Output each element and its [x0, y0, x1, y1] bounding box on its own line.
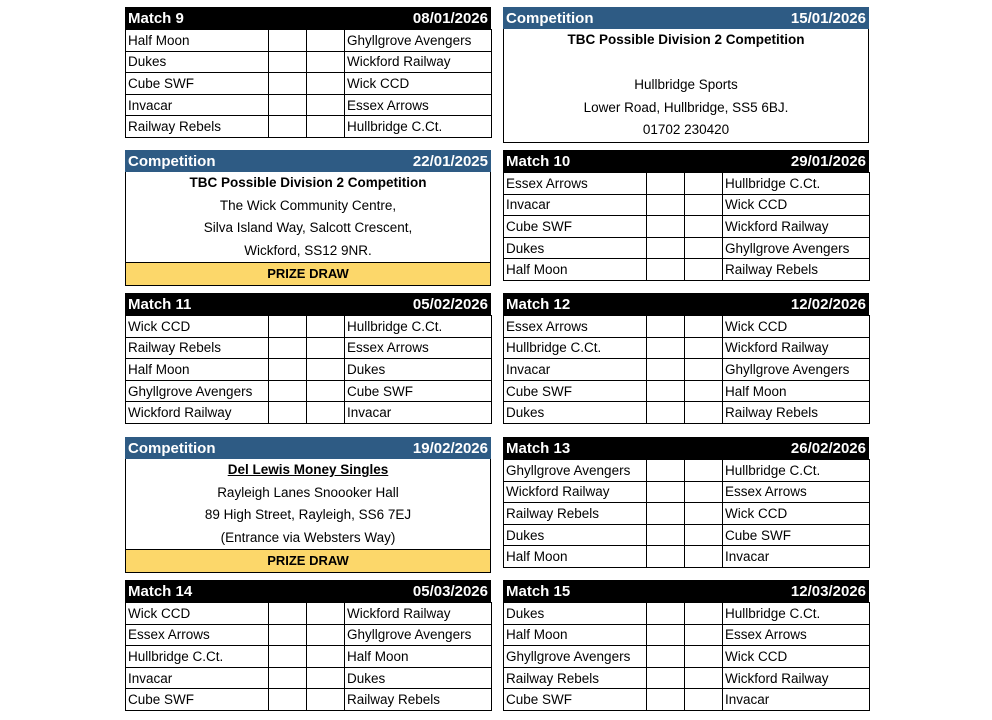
away-team: Ghyllgrove Avengers [723, 359, 870, 381]
fixture-row [126, 116, 492, 138]
home-team: Wick CCD [126, 603, 269, 625]
fixtures-table [503, 459, 870, 568]
match-date: 08/01/2026 [412, 9, 488, 27]
home-score-cell [647, 689, 685, 711]
home-team: Essex Arrows [504, 316, 647, 338]
away-team: Railway Rebels [723, 259, 870, 281]
away-score-cell [685, 316, 723, 338]
away-score-cell [685, 503, 723, 525]
match-date: 29/01/2026 [790, 152, 866, 170]
fixtures-table [503, 602, 870, 711]
away-score-cell [307, 624, 345, 646]
away-team: Wick CCD [345, 73, 492, 95]
away-team: Invacar [723, 546, 870, 568]
home-score-cell [269, 73, 307, 95]
match-11-card [125, 293, 491, 424]
away-team: Cube SWF [723, 524, 870, 546]
fixture-row [126, 667, 492, 689]
venue-town: Wickford, SS12 9NR. [244, 242, 372, 258]
fixture-row [504, 503, 870, 525]
away-team: Essex Arrows [345, 94, 492, 116]
home-score-cell [647, 460, 685, 482]
home-score-cell [647, 624, 685, 646]
away-team: Hullbridge C.Ct. [723, 460, 870, 482]
fixture-row [504, 259, 870, 281]
venue-name: The Wick Community Centre, [219, 197, 397, 213]
home-score-cell [647, 216, 685, 238]
home-score-cell [269, 380, 307, 402]
competition-info [125, 459, 491, 573]
home-score-cell [269, 51, 307, 73]
fixture-row [504, 316, 870, 338]
match-date: 12/03/2026 [790, 582, 866, 600]
away-team: Wickford Railway [723, 667, 870, 689]
away-score-cell [307, 30, 345, 52]
competition-title: Competition [128, 152, 216, 170]
competition-date: 15/01/2026 [790, 9, 866, 27]
competition-info [503, 29, 869, 143]
home-team: Half Moon [126, 30, 269, 52]
away-team: Wickford Railway [723, 337, 870, 359]
fixture-row [126, 30, 492, 52]
competition-title: Competition [128, 439, 216, 457]
away-score-cell [307, 646, 345, 668]
home-team: Essex Arrows [126, 624, 269, 646]
match-date: 26/02/2026 [790, 439, 866, 457]
fixture-row [126, 402, 492, 424]
home-score-cell [647, 546, 685, 568]
away-team: Wickford Railway [345, 603, 492, 625]
away-score-cell [685, 259, 723, 281]
home-team: Railway Rebels [126, 337, 269, 359]
away-team: Wick CCD [723, 503, 870, 525]
fixture-row [126, 337, 492, 359]
away-score-cell [307, 359, 345, 381]
away-team: Cube SWF [345, 380, 492, 402]
away-score-cell [307, 51, 345, 73]
home-team: Cube SWF [504, 216, 647, 238]
home-team: Dukes [504, 237, 647, 259]
match-title: Match 12 [506, 295, 571, 313]
away-score-cell [307, 116, 345, 138]
home-team: Ghyllgrove Avengers [504, 460, 647, 482]
competition-header [125, 437, 491, 459]
home-team: Dukes [504, 402, 647, 424]
competition-name: TBC Possible Division 2 Competition [189, 175, 427, 190]
fixtures-table [503, 315, 870, 424]
venue-street: Silva Island Way, Salcott Crescent, [203, 220, 413, 236]
home-score-cell [269, 337, 307, 359]
match-12-card [503, 293, 869, 424]
match-header [125, 7, 491, 29]
match-title: Match 10 [506, 152, 571, 170]
home-score-cell [269, 94, 307, 116]
away-team: Invacar [723, 689, 870, 711]
home-score-cell [647, 194, 685, 216]
match-date: 12/02/2026 [790, 295, 866, 313]
away-score-cell [685, 380, 723, 402]
fixture-row [126, 689, 492, 711]
venue-entrance: (Entrance via Websters Way) [220, 529, 396, 545]
home-score-cell [647, 259, 685, 281]
prize-draw-banner: PRIZE DRAW [126, 549, 490, 572]
venue-address: 89 High Street, Rayleigh, SS6 7EJ [204, 507, 412, 523]
match-title: Match 15 [506, 582, 571, 600]
fixture-row [126, 73, 492, 95]
away-score-cell [307, 73, 345, 95]
home-team: Invacar [126, 667, 269, 689]
match-date: 05/03/2026 [412, 582, 488, 600]
home-score-cell [647, 359, 685, 381]
venue-phone: 01702 230420 [642, 122, 730, 138]
away-score-cell [685, 237, 723, 259]
fixture-row [504, 402, 870, 424]
prize-draw-banner: PRIZE DRAW [126, 262, 490, 285]
home-team: Railway Rebels [126, 116, 269, 138]
away-score-cell [685, 481, 723, 503]
fixture-row [504, 194, 870, 216]
away-team: Wick CCD [723, 194, 870, 216]
match-10-card [503, 150, 869, 281]
away-team: Wick CCD [723, 646, 870, 668]
away-score-cell [685, 624, 723, 646]
home-score-cell [647, 380, 685, 402]
match-header [503, 437, 869, 459]
fixture-row [126, 646, 492, 668]
away-score-cell [685, 689, 723, 711]
match-14-card [125, 580, 491, 711]
match-title: Match 14 [128, 582, 193, 600]
fixture-row [126, 624, 492, 646]
fixtures-table [125, 29, 492, 138]
home-score-cell [269, 646, 307, 668]
home-team: Dukes [126, 51, 269, 73]
home-score-cell [269, 316, 307, 338]
competition-header [125, 150, 491, 172]
away-team: Ghyllgrove Avengers [345, 624, 492, 646]
home-score-cell [269, 359, 307, 381]
home-team: Wickford Railway [126, 402, 269, 424]
away-score-cell [685, 337, 723, 359]
fixtures-table [503, 172, 870, 281]
match-header [503, 150, 869, 172]
fixture-row [504, 603, 870, 625]
away-team: Half Moon [345, 646, 492, 668]
away-score-cell [685, 173, 723, 195]
away-score-cell [307, 667, 345, 689]
away-score-cell [307, 337, 345, 359]
home-team: Essex Arrows [504, 173, 647, 195]
fixture-row [126, 603, 492, 625]
fixture-row [504, 237, 870, 259]
fixtures-table [125, 602, 492, 711]
away-score-cell [307, 689, 345, 711]
fixture-row [504, 524, 870, 546]
fixture-row [504, 337, 870, 359]
away-score-cell [307, 603, 345, 625]
away-score-cell [685, 646, 723, 668]
home-score-cell [269, 30, 307, 52]
away-score-cell [685, 603, 723, 625]
home-score-cell [647, 316, 685, 338]
home-score-cell [647, 503, 685, 525]
away-team: Hullbridge C.Ct. [345, 316, 492, 338]
competition-title: Competition [506, 9, 594, 27]
match-13-card [503, 437, 869, 568]
away-score-cell [685, 216, 723, 238]
home-score-cell [647, 603, 685, 625]
home-team: Half Moon [126, 359, 269, 381]
fixture-row [504, 689, 870, 711]
away-team: Essex Arrows [723, 624, 870, 646]
away-team: Ghyllgrove Avengers [345, 30, 492, 52]
fixtures-table [125, 315, 492, 424]
match-title: Match 13 [506, 439, 571, 457]
competition-info [125, 172, 491, 286]
away-score-cell [307, 380, 345, 402]
match-9-card [125, 7, 491, 138]
home-team: Ghyllgrove Avengers [126, 380, 269, 402]
competition-card-2 [125, 150, 491, 286]
match-title: Match 9 [128, 9, 184, 27]
competition-card-3 [125, 437, 491, 573]
fixture-row [126, 380, 492, 402]
home-team: Cube SWF [126, 689, 269, 711]
match-15-card [503, 580, 869, 711]
fixture-row [504, 646, 870, 668]
home-score-cell [647, 402, 685, 424]
match-title: Match 11 [128, 295, 192, 313]
home-team: Cube SWF [504, 380, 647, 402]
away-team: Railway Rebels [723, 402, 870, 424]
home-team: Dukes [504, 524, 647, 546]
away-score-cell [685, 359, 723, 381]
match-header [125, 293, 491, 315]
away-team: Invacar [345, 402, 492, 424]
match-header [125, 580, 491, 602]
match-header [503, 580, 869, 602]
home-team: Half Moon [504, 624, 647, 646]
home-team: Invacar [126, 94, 269, 116]
away-team: Essex Arrows [723, 481, 870, 503]
home-team: Half Moon [504, 259, 647, 281]
competition-name: Del Lewis Money Singles [227, 462, 389, 477]
away-team: Wick CCD [723, 316, 870, 338]
fixture-row [504, 667, 870, 689]
away-team: Hullbridge C.Ct. [723, 603, 870, 625]
venue-address: Lower Road, Hullbridge, SS5 6BJ. [583, 99, 789, 115]
away-team: Hullbridge C.Ct. [723, 173, 870, 195]
home-score-cell [647, 481, 685, 503]
competition-date: 22/01/2025 [412, 152, 488, 170]
away-score-cell [685, 524, 723, 546]
fixture-row [504, 216, 870, 238]
venue-name: Hullbridge Sports [634, 77, 738, 93]
home-score-cell [269, 116, 307, 138]
fixture-row [504, 173, 870, 195]
competition-name: TBC Possible Division 2 Competition [567, 32, 805, 47]
fixture-row [504, 546, 870, 568]
match-header [503, 293, 869, 315]
away-score-cell [685, 546, 723, 568]
competition-blank-line [504, 52, 868, 75]
venue-name: Rayleigh Lanes Snoooker Hall [217, 484, 399, 500]
away-score-cell [685, 402, 723, 424]
home-score-cell [269, 689, 307, 711]
away-score-cell [685, 667, 723, 689]
away-score-cell [685, 194, 723, 216]
home-team: Ghyllgrove Avengers [504, 646, 647, 668]
home-team: Hullbridge C.Ct. [504, 337, 647, 359]
fixture-row [126, 51, 492, 73]
away-team: Dukes [345, 359, 492, 381]
home-team: Cube SWF [504, 689, 647, 711]
home-score-cell [647, 237, 685, 259]
home-team: Invacar [504, 359, 647, 381]
fixture-row [504, 359, 870, 381]
away-team: Essex Arrows [345, 337, 492, 359]
fixture-row [126, 94, 492, 116]
fixture-row [126, 359, 492, 381]
fixture-row [504, 460, 870, 482]
away-team: Wickford Railway [345, 51, 492, 73]
competition-header [503, 7, 869, 29]
competition-date: 19/02/2026 [412, 439, 488, 457]
home-score-cell [269, 667, 307, 689]
away-score-cell [307, 94, 345, 116]
home-score-cell [269, 603, 307, 625]
home-score-cell [269, 624, 307, 646]
away-score-cell [685, 460, 723, 482]
match-date: 05/02/2026 [412, 295, 488, 313]
away-team: Railway Rebels [345, 689, 492, 711]
home-team: Invacar [504, 194, 647, 216]
away-score-cell [307, 316, 345, 338]
away-team: Half Moon [723, 380, 870, 402]
home-score-cell [647, 173, 685, 195]
fixture-row [504, 481, 870, 503]
fixture-row [126, 316, 492, 338]
competition-card-1 [503, 7, 869, 143]
home-team: Hullbridge C.Ct. [126, 646, 269, 668]
fixture-row [504, 624, 870, 646]
home-team: Railway Rebels [504, 667, 647, 689]
home-team: Half Moon [504, 546, 647, 568]
away-team: Ghyllgrove Avengers [723, 237, 870, 259]
away-team: Wickford Railway [723, 216, 870, 238]
home-team: Cube SWF [126, 73, 269, 95]
away-team: Hullbridge C.Ct. [345, 116, 492, 138]
home-team: Dukes [504, 603, 647, 625]
home-score-cell [647, 667, 685, 689]
fixture-row [504, 380, 870, 402]
home-team: Wickford Railway [504, 481, 647, 503]
home-score-cell [647, 524, 685, 546]
home-score-cell [647, 646, 685, 668]
away-team: Dukes [345, 667, 492, 689]
away-score-cell [307, 402, 345, 424]
home-team: Wick CCD [126, 316, 269, 338]
home-score-cell [269, 402, 307, 424]
home-team: Railway Rebels [504, 503, 647, 525]
home-score-cell [647, 337, 685, 359]
